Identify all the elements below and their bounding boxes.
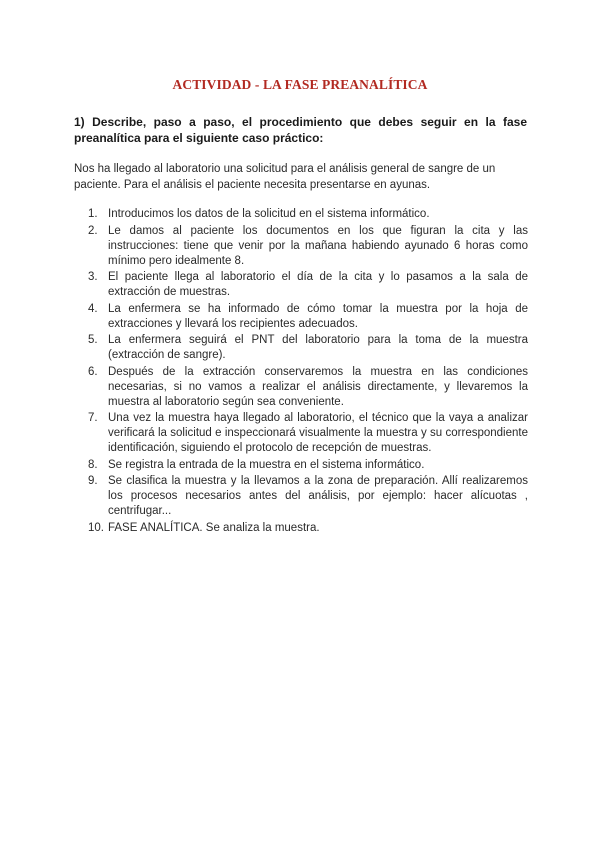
list-item [74, 521, 528, 536]
step-text: La enfermera seguirá el PNT del laboratorio para la toma de la muestra (extracción de sangre). [108, 334, 528, 361]
step-text: FASE ANALÍTICA. Se analiza la muestra. [108, 521, 320, 534]
step-number: 3. [88, 271, 98, 283]
list-item [74, 458, 528, 473]
step-number: 7. [88, 412, 98, 424]
step-number: 9. [88, 475, 98, 487]
step-text: El paciente llega al laboratorio el día de la cita y lo pasamos a la sala de extracción de muestras. [108, 271, 528, 298]
step-text: Una vez la muestra haya llegado al laboratorio, el técnico que la vaya a analizar verificará la solicitud e inspeccionará visualmente la muestra y su correspondiente identificación, siguiendo el protocolo de recepción de muestras. [108, 412, 528, 454]
step-number: 6. [88, 365, 98, 378]
step-text: Se registra la entrada de la muestra en el sistema informático. [108, 458, 425, 471]
step-number: 10. [88, 521, 104, 534]
step-number: 4. [88, 302, 98, 315]
step-text: Se clasifica la muestra y la llevamos a la zona de preparación. Allí realizaremos los procesos necesarios antes del análisis, por ejemplo: hacer alícuotas , centrifugar... [108, 475, 528, 517]
step-number: 2. [88, 224, 98, 237]
list-item [74, 224, 528, 269]
step-text: Introducimos los datos de la solicitud en el sistema informático. [108, 208, 430, 220]
procedure-steps-list [74, 207, 528, 537]
list-item [74, 207, 528, 222]
list-item [74, 302, 528, 332]
case-intro-paragraph: Nos ha llegado al laboratorio una solicitud para el análisis general de sangre de un paciente. Para el análisis el paciente necesita presentarse en ayunas. [74, 163, 496, 191]
list-item [74, 474, 528, 519]
step-text: Le damos al paciente los documentos en los que figuran la cita y las instrucciones: tiene que venir por la mañana habiendo ayunado 6 horas como mínimo pero idealmente 8. [108, 224, 528, 267]
list-item [74, 333, 528, 363]
step-number: 1. [88, 208, 98, 220]
document-title: ACTIVIDAD - LA FASE PREANALÍTICA [172, 77, 428, 92]
step-number: 8. [88, 458, 98, 471]
step-text: Después de la extracción conservaremos la muestra en las condiciones necesarias, si no vamos a realizar el análisis directamente, y llevaremos la muestra al laboratorio según sea conveniente. [108, 365, 528, 408]
list-item [74, 365, 528, 410]
question-text: 1) Describe, paso a paso, el procedimiento que debes seguir en la fase preanalítica para el siguiente caso práctico: [74, 115, 527, 145]
list-item [74, 270, 528, 300]
step-number: 5. [88, 334, 98, 346]
step-text: La enfermera se ha informado de cómo tomar la muestra por la hoja de extracciones y llevará los recipientes adecuados. [108, 302, 528, 330]
list-item [74, 411, 528, 456]
